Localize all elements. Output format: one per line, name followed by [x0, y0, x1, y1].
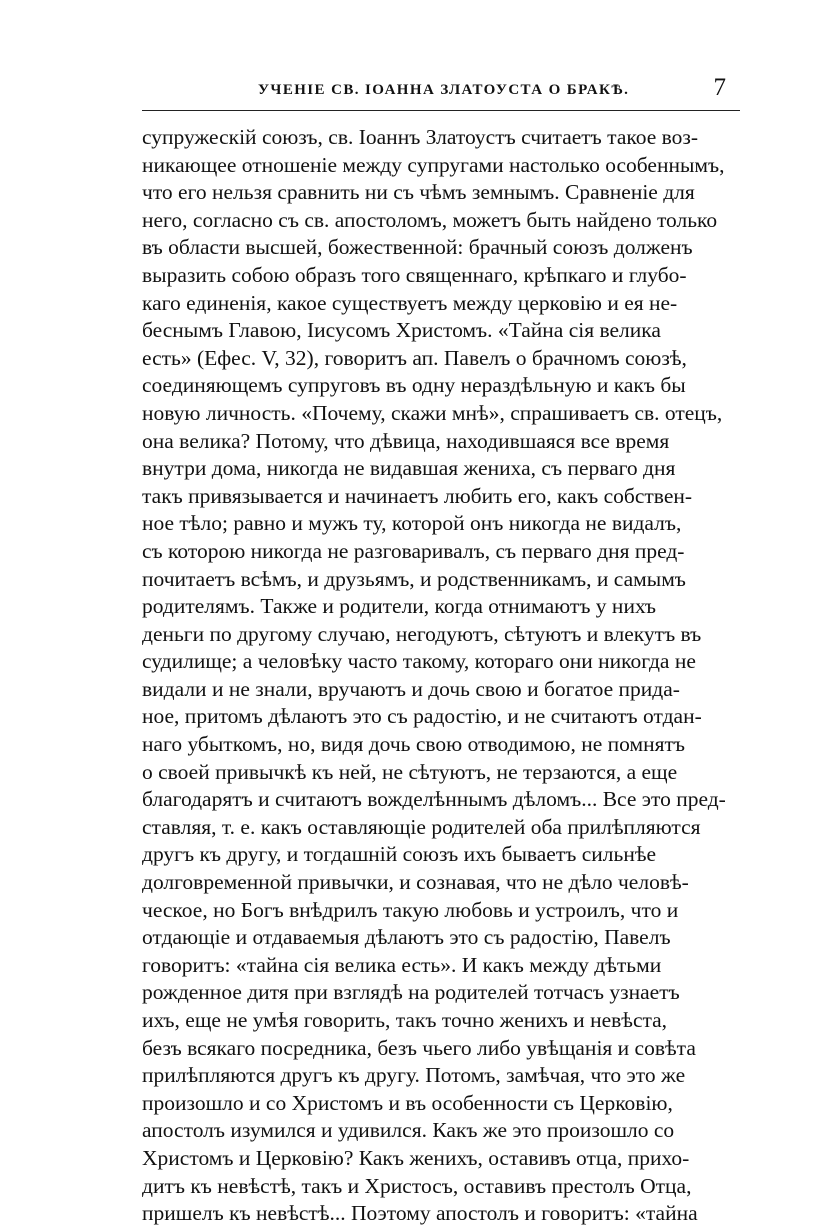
text-line: наго убыткомъ, но, видя дочь свою отводимою, не помнятъ — [142, 732, 685, 757]
text-line: она велика? Потому, что дѣвица, находившаяся все время — [142, 428, 670, 453]
text-line: ческое, но Богъ внѣдрилъ такую любовь и устроилъ, что и — [142, 897, 679, 922]
running-title: УЧЕНІЕ СВ. ІОАННА ЗЛАТОУСТА О БРАКѢ. — [258, 82, 630, 98]
text-line: пришелъ къ невѣстѣ... Поэтому апостолъ и говоритъ: «тайна — [142, 1201, 698, 1226]
text-line: Христомъ и Церковію? Какъ женихъ, оставивъ отца, прихо- — [142, 1145, 690, 1170]
text-line: супружескій союзъ, св. Іоаннъ Златоустъ считаетъ такое воз- — [142, 125, 699, 149]
text-line: дитъ къ невѣстѣ, такъ и Христосъ, оставивъ престолъ Отца, — [142, 1173, 692, 1198]
text-line: него, согласно съ св. апостоломъ, можетъ быть найдено только — [142, 207, 718, 232]
text-line: каго единенія, какое существуетъ между церковію и ея не- — [142, 290, 678, 315]
text-line: отдающіе и отдаваемыя дѣлаютъ это съ радостію, Павелъ — [142, 925, 671, 950]
text-line: есть» (Ефес. V, 32), говоритъ ап. Павелъ о брачномъ союзѣ, — [142, 345, 687, 370]
text-line: апостолъ изумился и удивился. Какъ же это произошло со — [142, 1118, 675, 1143]
text-line: прилѣпляются другъ къ другу. Потомъ, замѣчая, что это же — [142, 1063, 686, 1088]
text-line: въ области высшей, божественной: брачный союзъ долженъ — [142, 235, 693, 260]
text-line: благодарятъ и считаютъ вожделѣннымъ дѣломъ... Все это пред- — [142, 787, 726, 812]
body-text — [142, 124, 740, 1228]
text-line: выразить собою образъ того священнаго, крѣпкаго и глубо- — [142, 262, 687, 287]
page-number: 7 — [713, 74, 726, 101]
text-line: ихъ, еще не умѣя говорить, такъ точно женихъ и невѣста, — [142, 1008, 668, 1032]
text-line: такъ привязывается и начинаетъ любить его, какъ собствен- — [142, 483, 693, 508]
text-line: произошло и со Христомъ и въ особенности съ Церковію, — [142, 1090, 673, 1115]
text-line: долговременной привычки, и сознавая, что не дѣло человѣ- — [142, 870, 689, 895]
text-line: ставляя, т. е. какъ оставляющіе родителей оба прилѣпляются — [142, 814, 701, 839]
text-line: другъ къ другу, и тогдашній союзъ ихъ бываетъ сильнѣе — [142, 842, 657, 867]
text-line: безъ всякаго посредника, безъ чьего либо увѣщанія и совѣта — [142, 1035, 696, 1060]
text-line: почитаетъ всѣмъ, и друзьямъ, и родственникамъ, и самымъ — [142, 566, 686, 591]
text-line: ное тѣло; равно и мужъ ту, которой онъ никогда не видалъ, — [142, 511, 682, 536]
running-head — [146, 74, 736, 108]
text-line: ное, притомъ дѣлаютъ это съ радостію, и не считаютъ отдан- — [142, 704, 702, 729]
text-line: новую личность. «Почему, скажи мнѣ», спрашиваетъ св. отецъ, — [142, 400, 723, 425]
text-line: деньги по другому случаю, негодуютъ, сѣтуютъ и влекутъ въ — [142, 621, 702, 646]
text-line: о своей привычкѣ къ ней, не сѣтуютъ, не терзаются, а еще — [142, 759, 678, 784]
header-rule — [142, 110, 740, 111]
text-line: говоритъ: «тайна сія велика есть». И какъ между дѣтьми — [142, 952, 662, 977]
text-line: беснымъ Главою, Іисусомъ Христомъ. «Тайна сія велика — [142, 318, 661, 343]
text-line: что его нельзя сравнить ни съ чѣмъ земнымъ. Сравненіе для — [142, 180, 695, 205]
text-line: соединяющемъ супруговъ въ одну нераздѣльную и какъ бы — [142, 373, 686, 398]
text-line: родителямъ. Также и родители, когда отнимаютъ у нихъ — [142, 594, 656, 619]
text-line: никающее отношеніе между супругами настолько особеннымъ, — [142, 152, 725, 177]
text-line: рожденное дитя при взглядѣ на родителей тотчасъ узнаетъ — [142, 980, 680, 1005]
text-line: видали и не знали, вручаютъ и дочь свою и богатое прида- — [142, 676, 680, 701]
text-line: съ которою никогда не разговаривалъ, съ перваго дня пред- — [142, 538, 685, 563]
text-line: судилище; а человѣку часто такому, котораго они никогда не — [142, 649, 696, 674]
text-line: внутри дома, никогда не видавшая жениха, съ перваго дня — [142, 456, 676, 481]
